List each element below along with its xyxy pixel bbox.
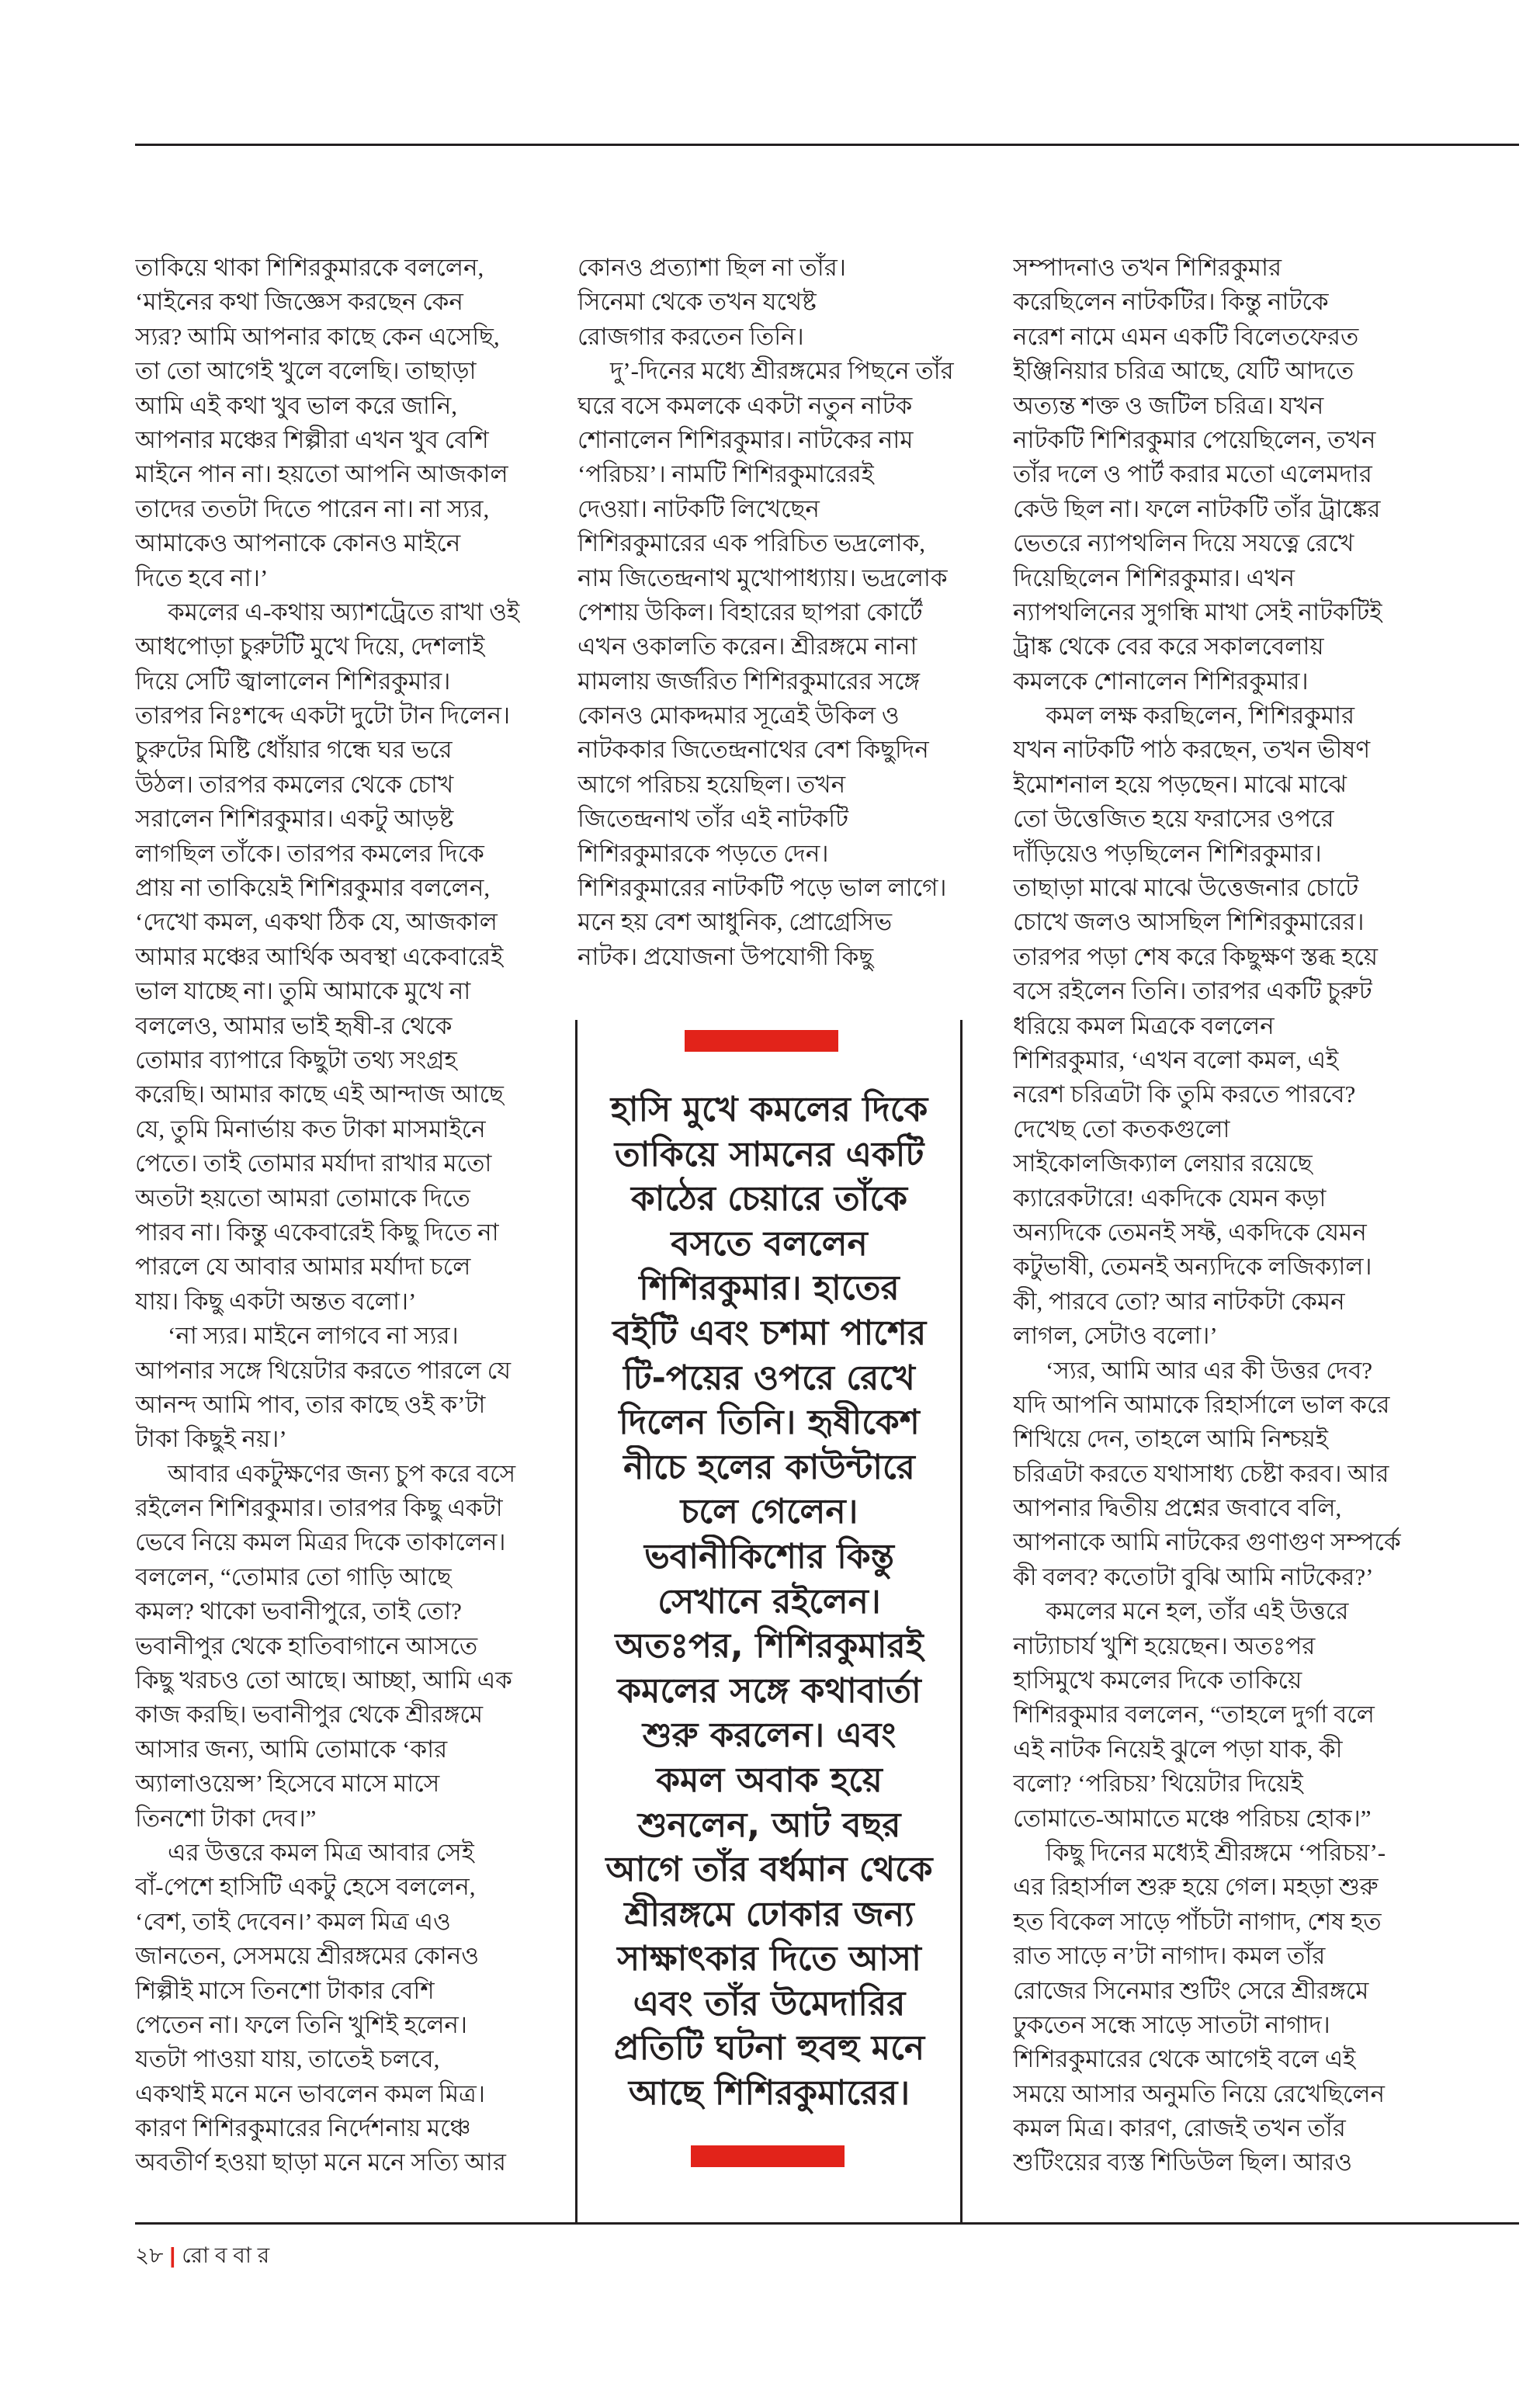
text-line: তোমার ব্যাপারে কিছুটা তথ্য সংগ্রহ (135, 1046, 457, 1073)
text-line: ক্যারেকটারে! একদিকে যেমন কড়া (1013, 1184, 1327, 1212)
text-line: আসার জন্য, আমি তোমাকে ‘কার (135, 1735, 448, 1763)
text-line: শিখিয়ে দেন, তাহলে আমি নিশ্চয়ই (1013, 1425, 1328, 1453)
text-line: দিয়ে সেটি জ্বালালেন শিশিরকুমার। (135, 667, 451, 695)
text-line: দিয়েছিলেন শিশিরকুমার। এখন (1013, 564, 1295, 591)
text-line: কমল মিত্র। কারণ, রোজই তখন তাঁর (1013, 2114, 1346, 2142)
text-line: এই নাটক নিয়েই ঝুলে পড়া যাক, কী (1013, 1735, 1343, 1763)
text-line: নাটকটি শিশিরকুমার পেয়েছিলেন, তখন (1013, 425, 1376, 453)
text-line: শিশিরকুমারের থেকে আগেই বলে এই (1013, 2045, 1356, 2073)
text-line: হাসিমুখে কমলের দিকে তাকিয়ে (1013, 1666, 1302, 1694)
text-line: দাঁড়িয়েও পড়ছিলেন শিশিরকুমার। (1013, 839, 1322, 867)
text-line: পেতেন না। ফলে তিনি খুশিই হলেন। (135, 2010, 468, 2038)
pull-quote-line: বইটি এবং চশমা পাশের (612, 1313, 927, 1353)
paragraph (1013, 1836, 1405, 2180)
text-line: কোনও প্রত্যাশা ছিল না তাঁর। (578, 254, 846, 281)
text-line: ভাল যাচ্ছে না। তুমি আমাকে মুখে না (135, 977, 471, 1005)
text-line: কমলকে শোনালেন শিশিরকুমার। (1013, 667, 1309, 695)
text-line: তাছাড়া মাঝে মাঝে উত্তেজনার চোটে (1013, 874, 1359, 902)
text-line: ইঞ্জিনিয়ার চরিত্র আছে, যেটি আদতে (1013, 357, 1354, 385)
text-line: ‘স্যর, আমি আর এর কী উত্তর দেব? (1046, 1356, 1372, 1384)
text-line: সাইকোলজিক্যাল লেয়ার রয়েছে (1013, 1150, 1313, 1177)
pull-quote-line: বসতে বললেন (671, 1223, 868, 1264)
text-line: জিতেন্দ্রনাথ তাঁর এই নাটকটি (578, 805, 849, 833)
text-line: ঢুকতেন সন্ধে সাড়ে সাতটা নাগাদ। (1013, 2010, 1330, 2038)
text-line: তো উত্তেজিত হয়ে ফরাসের ওপরে (1013, 805, 1334, 833)
text-line: বলো? ‘পরিচয়’ থিয়েটার দিয়েই (1013, 1770, 1303, 1798)
text-line: ধরিয়ে কমল মিত্রকে বললেন (1013, 1011, 1275, 1039)
pull-quote-line: নীচে হলের কাউন্টারে (623, 1447, 915, 1487)
text-line: এর রিহার্সাল শুরু হয়ে গেল। মহড়া শুরু (1013, 1873, 1379, 1901)
text-column (1013, 251, 1405, 2180)
text-line: ‘না স্যর। মাইনে লাগবে না স্যর। (168, 1322, 459, 1350)
text-line: রাত সাড়ে ন’টা নাগাদ। কমল তাঁর (1013, 1942, 1326, 1970)
paragraph (135, 1319, 520, 1457)
text-line: আধপোড়া চুরুটটি মুখে দিয়ে, দেশলাই (135, 633, 485, 661)
paragraph (578, 354, 962, 974)
text-line: করেছি। আমার কাছে এই আন্দাজ আছে (135, 1080, 504, 1108)
pull-quote-line: অতঃপর, শিশিরকুমারই (615, 1626, 924, 1666)
text-line: আমার মঞ্চের আর্থিক অবস্থা একেবারেই (135, 942, 504, 970)
text-line: নরেশ চরিত্রটা কি তুমি করতে পারবে? (1013, 1080, 1356, 1108)
text-line: জানতেন, সেসময়ে শ্রীরঙ্গমের কোনও (135, 1942, 480, 1970)
pull-quote-line: আগে তাঁর বর্ধমান থেকে (605, 1850, 933, 1890)
text-line: যতটা পাওয়া যায়, তাতেই চলবে, (135, 2045, 440, 2073)
text-line: তাকিয়ে থাকা শিশিরকুমারকে বললেন, (135, 254, 484, 281)
text-line: সরালেন শিশিরকুমার। একটু আড়ষ্ট (135, 805, 454, 833)
pull-quote-line: সাক্ষাৎকার দিতে আসা (617, 1939, 921, 1979)
pull-quote-left-rule (575, 1020, 578, 2223)
text-line: শুটিংয়ের ব্যস্ত শিডিউল ছিল। আরও (1013, 2148, 1353, 2176)
pull-quote-line: ভবানীকিশোর কিন্তু (644, 1536, 894, 1576)
text-line: কিছু খরচও তো আছে। আচ্ছা, আমি এক (135, 1666, 512, 1694)
paragraph (135, 1836, 520, 2180)
text-line: ভেতরে ন্যাপথলিন দিয়ে সযত্নে রেখে (1013, 529, 1354, 557)
text-line: কটুভাষী, তেমনই অন্যদিকে লজিক্যাল। (1013, 1253, 1372, 1281)
text-line: বললেও, আমার ভাই হৃষী-র থেকে (135, 1011, 453, 1039)
text-line: হত বিকেল সাড়ে পাঁচটা নাগাদ, শেষ হত (1013, 1907, 1382, 1935)
text-line: ‘মাইনের কথা জিজ্ঞেস করছেন কেন (135, 288, 463, 316)
text-line: টাকা কিছুই নয়।’ (135, 1425, 287, 1453)
text-line: নাট্যাচার্য খুশি হয়েছেন। অতঃপর (1013, 1632, 1316, 1659)
text-line: নাটক। প্রযোজনা উপযোগী কিছু (578, 942, 874, 970)
text-line: কমল? থাকো ভবানীপুরে, তাই তো? (135, 1597, 462, 1625)
text-line: এখন ওকালতি করেন। শ্রীরঙ্গমে নানা (578, 633, 917, 661)
text-line: কেউ ছিল না। ফলে নাটকটি তাঁর ট্রাঙ্কের (1013, 494, 1381, 522)
text-line: অতটা হয়তো আমরা তোমাকে দিতে (135, 1184, 470, 1212)
text-line: তোমাতে-আমাতে মঞ্চে পরিচয় হোক।” (1013, 1804, 1372, 1832)
text-line: তা তো আগেই খুলে বলেছি। তাছাড়া (135, 357, 477, 385)
text-line: কোনও মোকদ্দমার সূত্রেই উকিল ও (578, 702, 900, 730)
text-line: আনন্দ আমি পাব, তার কাছে ওই ক’টা (135, 1390, 486, 1418)
pull-quote-right-rule (960, 1020, 962, 2223)
text-line: কী, পারবে তো? আর নাটকটা কেমন (1013, 1287, 1345, 1315)
pull-quote-line: প্রতিটি ঘটনা হুবহু মনে (613, 2028, 925, 2069)
pull-quote-line: শুনলেন, আট বছর (637, 1805, 901, 1845)
text-line: মামলায় জর্জরিত শিশিরকুমারের সঙ্গে (578, 667, 921, 695)
top-rule (135, 144, 1519, 146)
text-line: আমাকেও আপনাকে কোনও মাইনে (135, 529, 461, 557)
text-line: করেছিলেন নাটকটির। কিন্তু নাটকে (1013, 288, 1329, 316)
text-line: রইলেন শিশিরকুমার। তারপর কিছু একটা (135, 1494, 503, 1522)
text-line: যে, তুমি মিনার্ভায় কত টাকা মাসমাইনে (135, 1115, 486, 1143)
text-line: এর উত্তরে কমল মিত্র আবার সেই (168, 1838, 474, 1866)
text-line: কী বলব? কতোটা বুঝি আমি নাটকের?’ (1013, 1562, 1374, 1590)
pull-quote-line: আছে শিশিরকুমারের। (628, 2073, 910, 2114)
pull-quote-line: কমল অবাক হয়ে (656, 1760, 883, 1800)
pull-quote-line: দিলেন তিনি। হৃষীকেশ (619, 1403, 920, 1443)
paragraph (135, 1457, 520, 1836)
text-line: তিনশো টাকা দেব।” (135, 1804, 317, 1832)
text-line: কমল লক্ষ করছিলেন, শিশিরকুমার (1046, 702, 1355, 730)
text-line: কমলের এ-কথায় অ্যাশট্রেতে রাখা ওই (168, 598, 520, 626)
text-line: কমলের মনে হল, তাঁর এই উত্তরে (1046, 1597, 1349, 1625)
paragraph (1013, 251, 1405, 699)
text-line: সময়ে আসার অনুমতি নিয়ে রেখেছিলেন (1013, 2079, 1386, 2107)
footer-separator: | (169, 2243, 176, 2267)
text-line: চুরুটের মিষ্টি ধোঁয়ার গন্ধে ঘর ভরে (135, 736, 453, 764)
paragraph (578, 251, 962, 354)
pull-quote-line: কমলের সঙ্গে কথাবার্তা (617, 1670, 921, 1711)
text-line: অন্যদিকে তেমনই সফ্ট, একদিকে যেমন (1013, 1218, 1367, 1246)
text-line: ট্রাঙ্ক থেকে বের করে সকালবেলায় (1013, 633, 1324, 661)
text-line: দেখেছ তো কতকগুলো (1013, 1115, 1230, 1143)
text-line: কাজ করছি। ভবানীপুর থেকে শ্রীরঙ্গমে (135, 1701, 484, 1729)
text-line: ‘দেখো কমল, একথা ঠিক যে, আজকাল (135, 908, 498, 936)
text-line: মাইনে পান না। হয়তো আপনি আজকাল (135, 460, 508, 488)
text-line: তাদের ততটা দিতে পারেন না। না স্যর, (135, 494, 490, 522)
text-line: শিশিরকুমারের নাটকটি পড়ে ভাল লাগে। (578, 874, 947, 902)
text-line: দিতে হবে না।’ (135, 564, 269, 591)
text-line: শিশিরকুমার বললেন, “তাহলে দুর্গা বলে (1013, 1701, 1375, 1729)
text-line: ইমোশনাল হয়ে পড়ছেন। মাঝে মাঝে (1013, 770, 1347, 798)
text-line: ‘বেশ, তাই দেবেন।’ কমল মিত্র এও (135, 1907, 451, 1935)
text-line: তারপর নিঃশব্দে একটা দুটো টান দিলেন। (135, 702, 511, 730)
text-line: বাঁ-পেশে হাসিটি একটু হেসে বললেন, (135, 1873, 476, 1901)
page-footer (135, 2242, 269, 2270)
text-line: নাটককার জিতেন্দ্রনাথের বেশ কিছুদিন (578, 736, 929, 764)
pull-quote-bottom-red-bar (691, 2145, 845, 2167)
text-line: যায়। কিছু একটা অন্তত বলো।’ (135, 1287, 417, 1315)
paragraph (135, 595, 520, 1319)
text-line: পেশায় উকিল। বিহারের ছাপরা কোর্টে (578, 598, 923, 626)
text-line: তারপর পড়া শেষ করে কিছুক্ষণ স্তব্ধ হয়ে (1013, 942, 1379, 970)
text-line: রোজগার করতেন তিনি। (578, 322, 804, 350)
pull-quote-line: শ্রীরঙ্গমে ঢোকার জন্য (624, 1894, 914, 1934)
text-line: আমি এই কথা খুব ভাল করে জানি, (135, 391, 458, 419)
text-line: যদি আপনি আমাকে রিহার্সালে ভাল করে (1013, 1390, 1390, 1418)
text-line: লাগছিল তাঁকে। তারপর কমলের দিকে (135, 839, 484, 867)
text-line: নাম জিতেন্দ্রনাথ মুখোপাধ্যায়। ভদ্রলোক (578, 564, 948, 591)
text-line: দু’-দিনের মধ্যে শ্রীরঙ্গমের পিছনে তাঁর (610, 357, 954, 385)
text-line: ভবানীপুর থেকে হাতিবাগানে আসতে (135, 1632, 478, 1659)
text-line: পারব না। কিন্তু একেবারেই কিছু দিতে না (135, 1218, 499, 1246)
text-column (135, 251, 520, 2180)
pull-quote-line: এবং তাঁর উমেদারির (633, 1983, 906, 2024)
pull-quote (581, 1087, 958, 2116)
text-line: বসে রইলেন তিনি। তারপর একটি চুরুট (1013, 977, 1372, 1005)
text-line: অত্যন্ত শক্ত ও জটিল চরিত্র। যখন (1013, 391, 1324, 419)
pull-quote-line: হাসি মুখে কমলের দিকে (610, 1090, 928, 1129)
paragraph (1013, 699, 1405, 1353)
page-number: ২৮ (135, 2243, 164, 2267)
text-line: শিশিরকুমারকে পড়তে দেন। (578, 839, 829, 867)
text-line: প্রায় না তাকিয়েই শিশিরকুমার বললেন, (135, 874, 491, 902)
text-line: তাঁর দলে ও পার্ট করার মতো এলেমদার (1013, 460, 1372, 488)
pull-quote-top-red-bar (685, 1030, 838, 1052)
text-line: চোখে জলও আসছিল শিশিরকুমারের। (1013, 908, 1365, 936)
pull-quote-line: কাঠের চেয়ারে তাঁকে (631, 1179, 907, 1219)
paragraph (1013, 1594, 1405, 1836)
text-line: ভেবে নিয়ে কমল মিত্রর দিকে তাকালেন। (135, 1528, 506, 1556)
text-column (578, 251, 962, 974)
text-line: নরেশ নামে এমন একটি বিলেতফেরত (1013, 322, 1359, 350)
text-line: বললেন, “তোমার তো গাড়ি আছে (135, 1562, 452, 1590)
text-line: ‘পরিচয়’। নামটি শিশিরকুমারেরই (578, 460, 874, 488)
text-line: অ্যালাওয়েন্স’ হিসেবে মাসে মাসে (135, 1770, 440, 1798)
text-line: আগে পরিচয় হয়েছিল। তখন (578, 770, 846, 798)
text-line: সম্পাদনাও তখন শিশিরকুমার (1013, 254, 1282, 281)
bottom-rule (135, 2222, 1519, 2225)
text-line: আপনার মঞ্চের শিল্পীরা এখন খুব বেশি (135, 425, 489, 453)
text-line: কারণ শিশিরকুমারের নির্দেশনায় মঞ্চে (135, 2114, 471, 2142)
text-line: সিনেমা থেকে তখন যথেষ্ট (578, 288, 817, 316)
text-line: যখন নাটকটি পাঠ করছেন, তখন ভীষণ (1013, 736, 1371, 764)
magazine-name: রো ব বা র (182, 2243, 270, 2267)
text-line: চরিত্রটা করতে যথাসাধ্য চেষ্টা করব। আর (1013, 1459, 1389, 1487)
text-line: একথাই মনে মনে ভাবলেন কমল মিত্র। (135, 2079, 485, 2107)
text-line: শিল্পীই মাসে তিনশো টাকার বেশি (135, 1976, 435, 2004)
text-line: স্যর? আমি আপনার কাছে কেন এসেছি, (135, 322, 500, 350)
text-line: অবতীর্ণ হওয়া ছাড়া মনে মনে সত্যি আর (135, 2148, 506, 2176)
text-line: আপনার দ্বিতীয় প্রশ্নের জবাবে বলি, (1013, 1494, 1342, 1522)
text-line: কিছু দিনের মধ্যেই শ্রীরঙ্গমে ‘পরিচয়’- (1046, 1838, 1386, 1866)
text-line: রোজের সিনেমার শুটিং সেরে শ্রীরঙ্গমে (1013, 1976, 1369, 2004)
pull-quote-line: তাকিয়ে সামনের একটি (614, 1134, 924, 1174)
pull-quote-line: টি-পয়ের ওপরে রেখে (623, 1358, 915, 1398)
text-line: শোনালেন শিশিরকুমার। নাটকের নাম (578, 425, 914, 453)
text-line: ন্যাপথলিনের সুগন্ধি মাখা সেই নাটকটিই (1013, 598, 1382, 626)
pull-quote-line: সেখানে রইলেন। (657, 1581, 881, 1621)
text-line: দেওয়া। নাটকটি লিখেছেন (578, 494, 820, 522)
pull-quote-line: চলে গেলেন। (680, 1492, 858, 1532)
pull-quote-line: শিশিরকুমার। হাতের (639, 1268, 900, 1309)
text-line: লাগল, সেটাও বলো।’ (1013, 1322, 1218, 1350)
text-line: আবার একটুক্ষণের জন্য চুপ করে বসে (168, 1459, 516, 1487)
paragraph (1013, 1354, 1405, 1595)
text-line: শিশিরকুমারের এক পরিচিত ভদ্রলোক, (578, 529, 925, 557)
text-line: উঠল। তারপর কমলের থেকে চোখ (135, 770, 454, 798)
text-line: পেতে। তাই তোমার মর্যাদা রাখার মতো (135, 1150, 492, 1177)
pull-quote-line: শুরু করলেন। এবং (642, 1715, 897, 1756)
text-line: মনে হয় বেশ আধুনিক, প্রোগ্রেসিভ (578, 908, 893, 936)
text-line: ঘরে বসে কমলকে একটা নতুন নাটক (578, 391, 913, 419)
paragraph (135, 251, 520, 595)
text-line: শিশিরকুমার, ‘এখন বলো কমল, এই (1013, 1046, 1339, 1073)
text-line: পারলে যে আবার আমার মর্যাদা চলে (135, 1253, 471, 1281)
text-line: আপনাকে আমি নাটকের গুণাগুণ সম্পর্কে (1013, 1528, 1401, 1556)
text-line: আপনার সঙ্গে থিয়েটার করতে পারলে যে (135, 1356, 512, 1384)
